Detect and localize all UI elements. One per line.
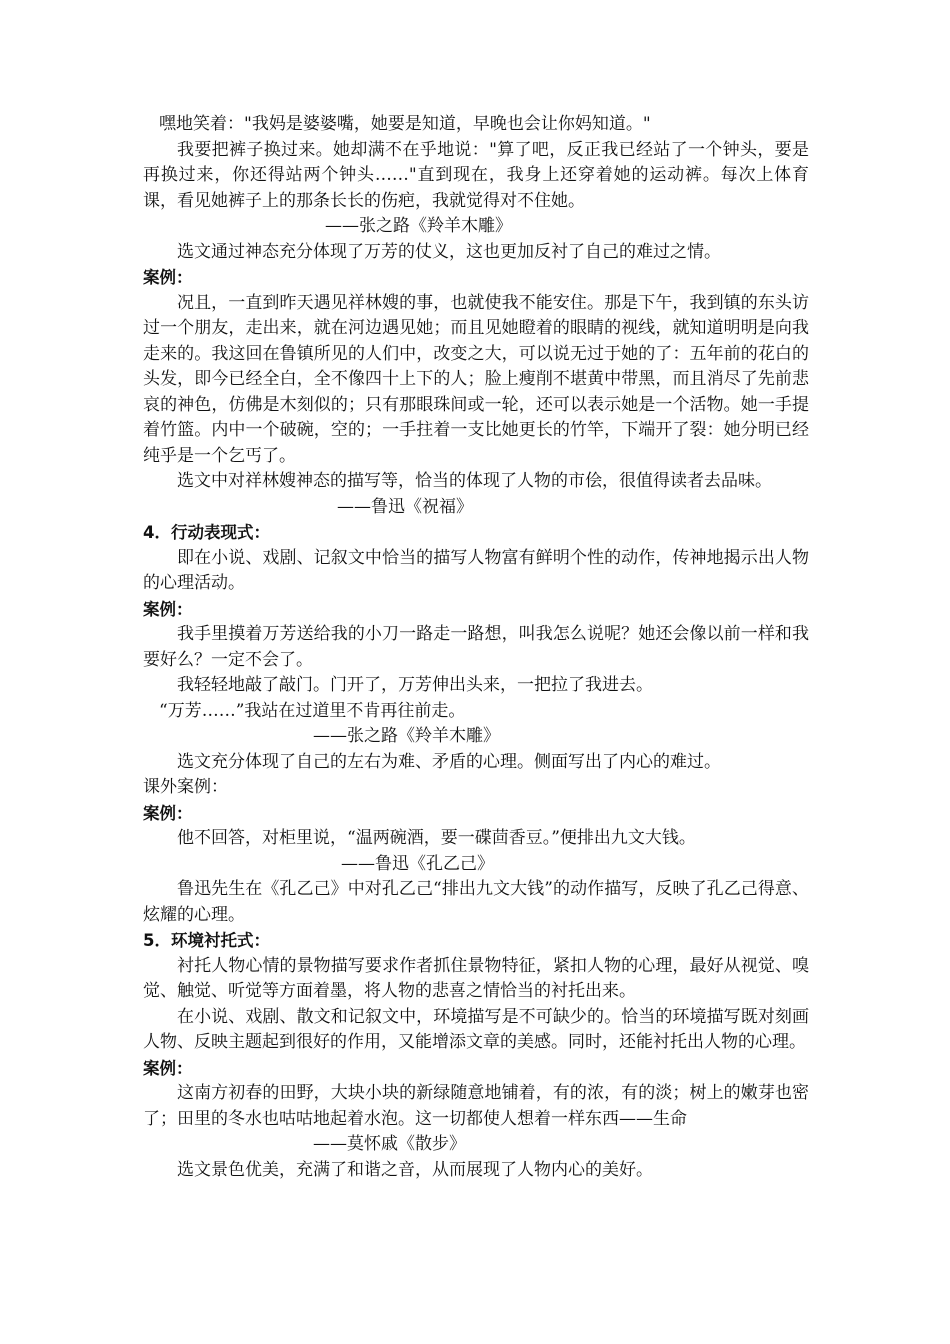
- paragraph: 他不回答，对柜里说，“温两碗酒，要一碟茴香豆。”便排出九文大钱。: [177, 828, 696, 848]
- source-citation: ——鲁迅《孔乙己》: [341, 853, 494, 874]
- paragraph: 嘿地笑着："我妈是婆婆嘴，她要是知道，早晚也会让你妈知道。": [159, 114, 651, 134]
- section-heading: 4．行动表现式：: [143, 523, 270, 542]
- paragraph: 我要把裤子换过来。她却满不在乎地说："算了吧，反正我已经站了一个钟头，要是再换过来，你还得站两个钟头……"直到现在，我身上还穿着她的运动裤。每次上体育课，看见她裤子上的那条长长的伤疤，我就觉得对不住她。: [143, 139, 809, 211]
- case-heading: 案例：: [143, 1058, 193, 1078]
- source-citation: ——张之路《羚羊木雕》: [325, 216, 512, 236]
- paragraph: 在小说、戏剧、散文和记叙文中，环境描写是不可缺少的。恰当的环境描写既对刻画人物、反映主题起到很好的作用，又能增添文章的美感。同时，还能衬托出人物的心理。: [143, 1006, 809, 1052]
- case-heading: 案例：: [143, 599, 193, 619]
- paragraph: 况且，一直到昨天遇见祥林嫂的事，也就使我不能安住。那是下午，我到镇的东头访过一个朋友，走出来，就在河边遇见她；而且见她瞪着的眼睛的视线，就知道明明是向我走来的。我这回在鲁镇所见的人们中，改变之大，可以说无过于她的了：五年前的花白的头发，即今已经全白，全不像四十上下的人；脸上瘦削不堪黄中带黑，而且消尽了先前悲哀的神色，仿佛是木刻似的；只有那眼珠间或一轮，还可以表示她是一个活物。她一手提着竹篮。内中一个破碗，空的；一手拄着一支比她更长的竹竿，下端开了裂：她分明已经纯乎是一个乞丐了。: [143, 292, 809, 466]
- case-heading: 案例：: [143, 803, 193, 823]
- extra-case-label: 课外案例：: [143, 777, 228, 797]
- paragraph: “万芳……”我站在过道里不肯再往前走。: [159, 700, 466, 721]
- paragraph: 选文中对祥林嫂神态的描写等，恰当的体现了人物的市侩，很值得读者去品味。: [177, 471, 772, 491]
- paragraph: 选文景色优美，充满了和谐之音，从而展现了人物内心的美好。: [177, 1159, 653, 1180]
- section-heading: 5．环境衬托式：: [143, 931, 270, 950]
- paragraph: 鲁迅先生在《孔乙己》中对孔乙己“排出九文大钱”的动作描写，反映了孔乙己得意、炫耀的心理。: [143, 879, 809, 925]
- paragraph: 选文充分体现了自己的左右为难、矛盾的心理。侧面写出了内心的难过。: [177, 751, 721, 772]
- paragraph: 选文通过神态充分体现了万芳的仗义，这也更加反衬了自己的难过之情。: [177, 241, 721, 262]
- paragraph: 即在小说、戏剧、记叙文中恰当的描写人物富有鲜明个性的动作，传神地揭示出人物的心理活动。: [143, 547, 809, 593]
- source-citation: ——张之路《羚羊木雕》: [313, 726, 500, 746]
- paragraph: 我轻轻地敲了敲门。门开了，万芳伸出头来，一把拉了我进去。: [177, 675, 653, 695]
- source-citation: ——莫怀戚《散步》: [313, 1134, 466, 1154]
- paragraph: 衬托人物心情的景物描写要求作者抓住景物特征，紧扣人物的心理，最好从视觉、嗅觉、触觉、听觉等方面着墨，将人物的悲喜之情恰当的衬托出来。: [143, 955, 809, 1001]
- paragraph: 这南方初春的田野，大块小块的新绿随意地铺着，有的浓，有的淡；树上的嫩芽也密了；田里的冬水也咕咕地起着水泡。这一切都使人想着一样东西——生命: [143, 1083, 809, 1129]
- case-heading: 案例：: [143, 268, 193, 287]
- source-citation: ——鲁迅《祝福》: [337, 496, 473, 517]
- paragraph: 我手里摸着万芳送给我的小刀一路走一路想，叫我怎么说呢？她还会像以前一样和我要好么？一定不会了。: [143, 624, 809, 670]
- document-page: [143, 112, 809, 1183]
